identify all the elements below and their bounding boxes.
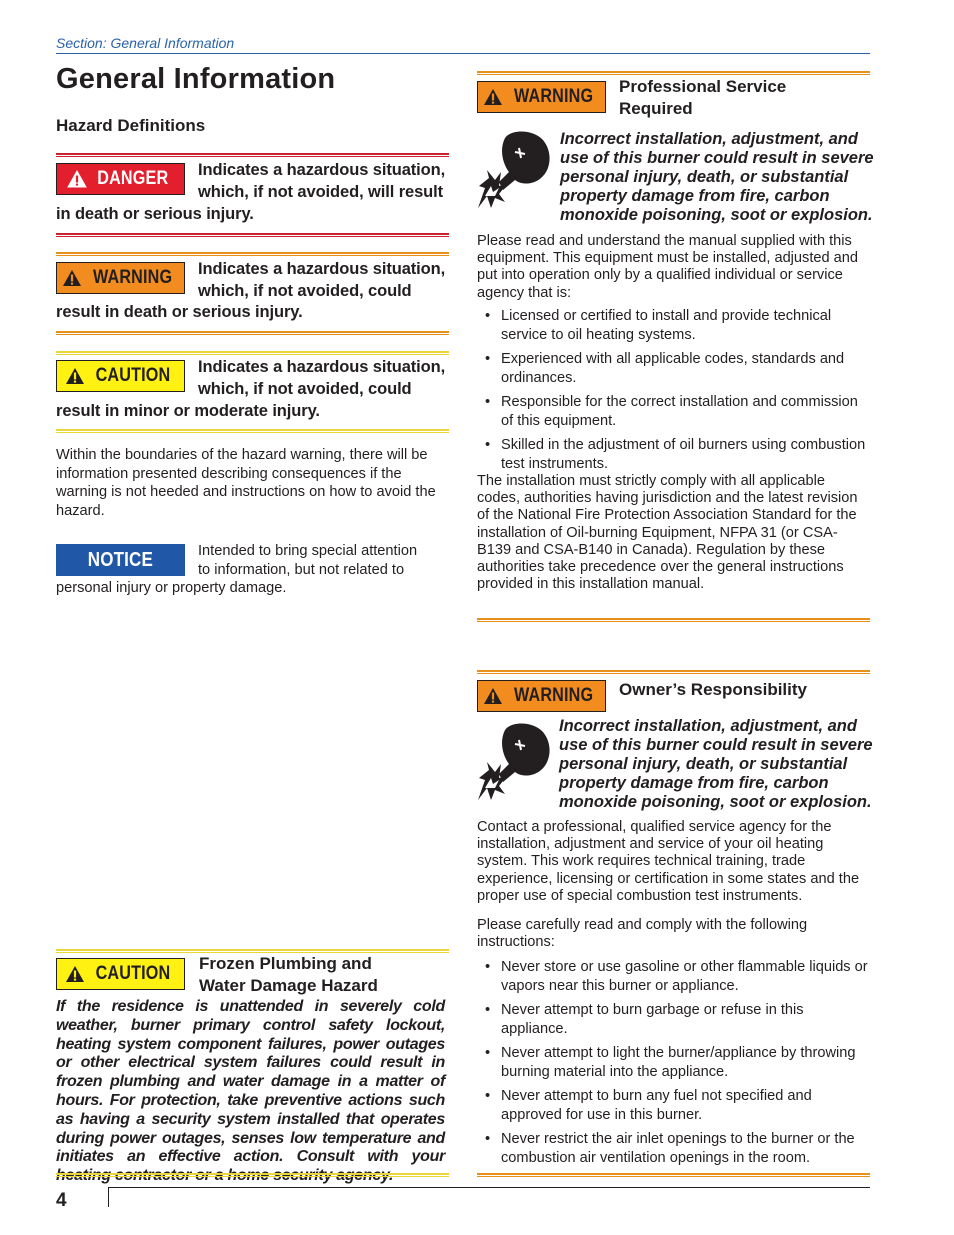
boundaries-paragraph: Within the boundaries of the hazard warning, there will be information presented describing consequences if the warning is not heeded and instructions on how to avoid the hazard. [56,447,436,519]
caution-definition-line2 [198,378,412,400]
professional-warn-line4: property damage from fire, carbon [560,187,830,205]
warning-definition-line1 [198,258,445,280]
owner-warn-line3: personal injury, death, or substantial [559,755,848,773]
list-item: • Never store or use gasoline or other flammable liquids or vapors near this burner or appliance. [477,958,869,996]
warning-triangle-icon [483,88,503,106]
warning-badge [56,262,185,294]
caution-definition-line1 [198,356,445,378]
warning-line1: Indicates a hazardous situation, [198,260,446,278]
danger-label: DANGER [96,168,168,189]
owner-bullet-list [477,958,869,1173]
frozen-bottom-rule [56,1173,449,1177]
owner-bottom-rule [477,1173,870,1177]
page-number: 4 [56,1190,67,1211]
warning-bottom-rule [56,331,449,335]
danger-line2: which, if not avoided, will result [198,183,444,201]
warning-triangle-icon [67,170,87,188]
owner-warn-line2: use of this burner could result in severe [559,736,873,754]
professional-intro: Please read and understand the manual supplied with this equipment. This equipment must be installed, adjusted and put into operation only by a qualified individual or service agency that is: [477,233,859,301]
professional-warning-badge [477,81,606,113]
caution-top-rule [56,351,449,355]
warning-definition-line3 [56,301,303,323]
list-item: • Skilled in the adjustment of oil burners using combustion test instruments. [477,436,867,474]
owner-top-rule [477,670,870,674]
professional-warn-line1: Incorrect installation, adjustment, and [560,130,858,148]
caution-line1: Indicates a hazardous situation, [198,358,446,376]
professional-closing: The installation must strictly comply with all applicable codes, authorities having jurisdiction and the latest revision of the National Fire Protection Association Standard for the installation of Oil-burning Equipment, NFPA 31 (or CSA-B139 and CSA-B140 in Canada). Regulation by these authorities take precedence over the general instructions provided in this installation manual. [477,473,858,593]
professional-title-line1: Professional Service [619,77,787,96]
footer-rule [108,1187,870,1188]
professional-bottom-rule [477,618,870,622]
owner-warn-line5: monoxide poisoning, soot or explosion. [559,793,872,811]
caution-line3: result in minor or moderate injury. [56,402,320,420]
frozen-title-line1: Frozen Plumbing and [199,954,372,973]
warning-definition-line2 [198,280,412,302]
professional-title-line2: Required [619,99,693,118]
warning-top-rule [56,252,449,256]
frozen-caution-label: CAUTION [95,963,170,984]
list-item: • Responsible for the correct installation and commission of this equipment. [477,393,867,431]
explosion-hazard-icon [475,130,553,210]
danger-definition-line3 [56,203,254,225]
notice-line1: Intended to bring special attention [198,543,418,559]
danger-definition-line2 [198,181,443,203]
notice-line2: to information, but not related to [198,562,405,578]
danger-bottom-rule [56,233,449,237]
list-item: • Never attempt to burn garbage or refuse in this appliance. [477,1001,869,1039]
caution-badge [56,360,185,392]
caution-label: CAUTION [95,365,170,386]
owner-paragraph-1: Contact a professional, qualified service agency for the installation, adjustment and service of your oil heating system. This work requires technical training, trade experience, licensing or certification in some states and the proper use of special combustion test instruments. [477,819,860,904]
list-item: • Experienced with all applicable codes, standards and ordinances. [477,350,867,388]
caution-bottom-rule [56,429,449,433]
warning-triangle-icon [65,367,85,385]
list-item: • Licensed or certified to install and provide technical service to oil heating systems. [477,307,867,345]
list-item: • Never attempt to burn any fuel not specified and approved for use in this burner. [477,1087,869,1125]
professional-top-rule [477,71,870,75]
danger-line3: in death or serious injury. [56,205,254,223]
professional-warn-line2: use of this burner could result in severe [560,149,874,167]
explosion-hazard-icon [475,722,553,802]
frozen-caution-badge [56,958,185,990]
owner-warning-text [559,717,873,812]
list-item: • Never attempt to light the burner/appliance by throwing burning material into the appliance. [477,1044,869,1082]
professional-bullet-list [477,307,867,479]
danger-top-rule [56,153,449,157]
danger-definition-line1 [198,159,445,181]
notice-label: NOTICE [87,548,154,571]
page-title: General Information [56,63,336,95]
warning-triangle-icon [65,965,85,983]
danger-line1: Indicates a hazardous situation, [198,161,446,179]
owner-paragraph-2: Please carefully read and comply with the following instructions: [477,917,808,951]
owner-warning-label: WARNING [513,685,594,706]
section-label: Section: General Information [56,35,235,51]
warning-triangle-icon [483,687,503,705]
professional-warning-text [560,130,874,225]
caution-definition-line3 [56,400,320,422]
notice-line3: personal injury or property damage. [56,580,287,596]
frozen-title-line2: Water Damage Hazard [199,976,378,995]
header-rule [56,53,870,54]
owner-warning-badge [477,680,606,712]
list-item: • Never restrict the air inlet openings to the burner or the combustion air ventilation openings in the room. [477,1130,869,1168]
professional-warning-label: WARNING [513,86,594,107]
warning-triangle-icon [62,269,82,287]
warning-line3: result in death or serious injury. [56,303,303,321]
caution-line2: which, if not avoided, could [198,380,412,398]
professional-warn-line5: monoxide poisoning, soot or explosion. [560,206,873,224]
footer-divider [108,1187,109,1207]
danger-badge [56,163,185,195]
notice-badge [56,544,185,576]
frozen-hazard-text: If the residence is unattended in severely cold weather, burner primary control safety lockout, heating system component failures, power outages or other electrical system failures could result in frozen plumbing and water damage in a matter of hours. For protection, take preventive actions such as having a security system installed that operates during power outages, senses low temperature and initiates an effective action. Consult with your heating contractor or a home security agency. [56,998,445,1185]
owner-warn-line1: Incorrect installation, adjustment, and [559,717,857,735]
warning-line2: which, if not avoided, could [198,282,412,300]
owner-warn-line4: property damage from fire, carbon [559,774,829,792]
professional-warn-line3: personal injury, death, or substantial [560,168,849,186]
hazard-definitions-heading: Hazard Definitions [56,116,206,135]
owner-title: Owner’s Responsibility [619,680,807,699]
warning-label: WARNING [92,267,173,288]
